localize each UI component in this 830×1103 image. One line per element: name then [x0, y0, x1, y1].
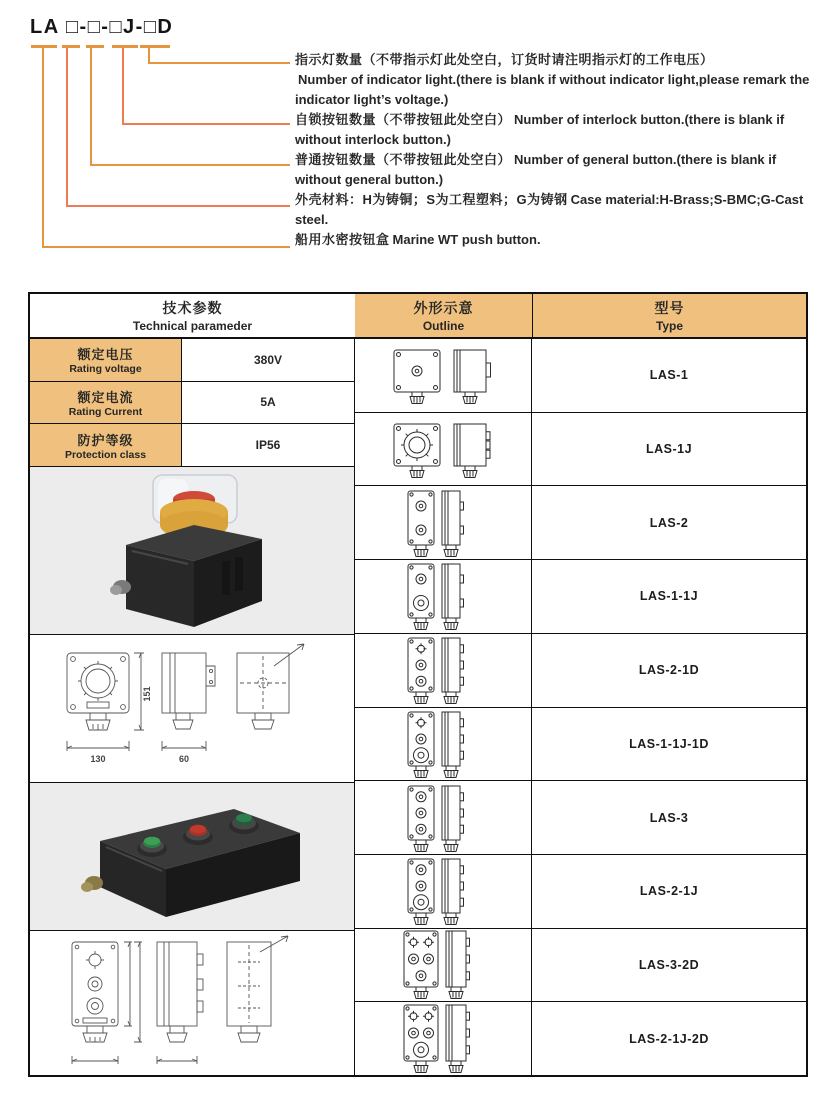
leader-line — [66, 205, 290, 207]
outline-drawing — [355, 708, 532, 781]
type-label: LAS-2-1J — [639, 884, 699, 899]
table-row — [355, 708, 806, 782]
outline-drawing — [355, 1002, 532, 1075]
table-row — [355, 486, 806, 560]
annotation-general-buttons: 普通按钮数量（不带按钮此处空白） Number of general button.(there is blank if without general button.) — [295, 152, 777, 187]
header-outline: 外形示意 Outline — [355, 294, 532, 339]
outline-drawing — [355, 560, 532, 633]
leader-line — [66, 48, 68, 207]
designation-annotations — [295, 50, 819, 250]
product-photo-estop — [30, 467, 354, 635]
dim-height-label: 151 — [142, 686, 152, 702]
token-underline — [31, 45, 57, 48]
outline-drawing — [355, 634, 532, 707]
table-row — [355, 855, 806, 929]
param-value-current: 5A — [260, 395, 276, 410]
table-row — [355, 634, 806, 708]
header-type: 型号 Type — [532, 294, 806, 339]
param-value-protection: IP56 — [255, 438, 281, 453]
outline-drawing — [355, 486, 532, 559]
param-row-voltage: 额定电压 Rating voltage 380V — [30, 339, 354, 382]
table-row — [355, 929, 806, 1003]
leader-line — [90, 48, 92, 166]
leader-line — [90, 164, 290, 166]
dim-depth-label: 60 — [178, 754, 190, 765]
product-photo-three-button — [30, 783, 354, 931]
header-technical-parameter: 技术参数 Technical parameder — [30, 294, 355, 339]
type-label: LAS-3 — [649, 810, 689, 825]
table-row — [355, 781, 806, 855]
leader-line — [42, 246, 290, 248]
rows — [355, 339, 806, 1075]
type-label: LAS-1-1J — [639, 589, 699, 604]
outline-drawing — [355, 929, 532, 1002]
type-label: LAS-3-2D — [638, 957, 700, 972]
left-column — [30, 339, 355, 1075]
model-code: LA □-□-□J-□D — [30, 16, 174, 38]
table-row — [355, 413, 806, 487]
leader-line — [148, 62, 290, 64]
table-row — [355, 339, 806, 413]
leader-line — [122, 48, 124, 125]
leader-line — [122, 123, 290, 125]
type-label: LAS-2 — [649, 515, 689, 530]
token-underline — [62, 45, 80, 48]
table-row — [355, 1002, 806, 1075]
param-row-current: 额定电流 Rating Current 5A — [30, 382, 354, 425]
dim-width-label: 130 — [90, 754, 106, 765]
dimension-drawing-single — [30, 635, 354, 783]
outline-drawing — [355, 413, 532, 486]
annotation-indicator-lights: 指示灯数量（不带指示灯此处空白，订货时请注明指示灯的工作电压） Number of indicator light.(there is blank if without indicator light,please remark the indicator light’s voltage.) — [295, 52, 810, 107]
token-underline — [140, 45, 170, 48]
param-row-protection: 防护等级 Protection class IP56 — [30, 424, 354, 467]
annotation-product-name: 船用水密按钮盒 Marine WT push button. — [295, 232, 541, 247]
dimension-drawing-triple — [30, 931, 354, 1075]
outline-drawing — [355, 339, 532, 412]
type-label: LAS-1J — [645, 442, 693, 457]
type-label: LAS-1-1J-1D — [629, 736, 709, 751]
table-row — [355, 560, 806, 634]
annotation-case-material: 外壳材料：H为铸铜；S为工程塑料；G为铸钢 Case material:H-Brass;S-BMC;G-Cast steel. — [295, 192, 804, 227]
type-label: LAS-1 — [649, 368, 689, 383]
outline-drawing — [355, 781, 532, 854]
annotation-interlock-buttons: 自锁按钮数量（不带按钮此处空白） Number of interlock button.(there is blank if without interlock button.) — [295, 112, 785, 147]
type-label: LAS-2-1J-2D — [629, 1031, 709, 1046]
leader-line — [42, 48, 44, 248]
outline-drawing — [355, 855, 532, 928]
param-value-voltage: 380V — [253, 352, 283, 367]
token-underline — [86, 45, 104, 48]
spec-table — [28, 292, 808, 1077]
token-underline — [112, 45, 138, 48]
type-label: LAS-2-1D — [638, 663, 700, 678]
